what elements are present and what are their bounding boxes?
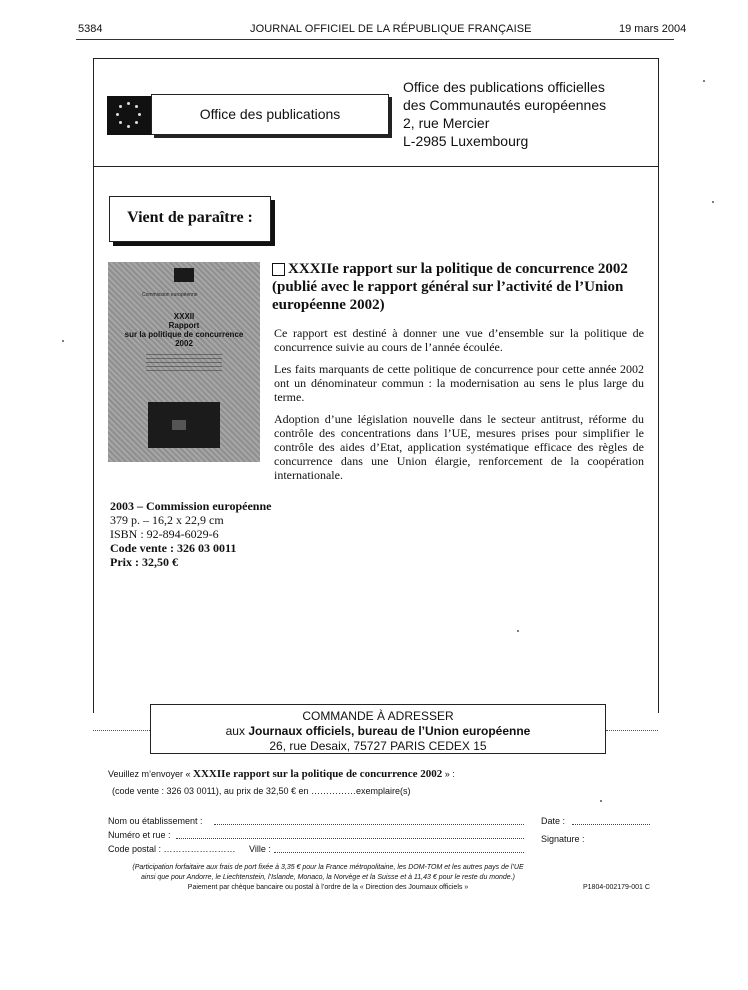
reference-code: P1804-002179-001 C: [583, 884, 650, 891]
header-rule: [76, 39, 674, 40]
office-box-label: Office des publications: [199, 106, 341, 122]
cover-corner-text: …: [220, 266, 225, 272]
city-field[interactable]: [274, 846, 524, 853]
cover-title-line: sur la politique de concurrence: [124, 330, 244, 339]
cut-line-right: [606, 712, 658, 731]
cover-title-line: XXXII: [173, 312, 195, 321]
book-price: Prix : 32,50 €: [110, 555, 178, 569]
cover-emblem: [174, 268, 194, 282]
book-isbn: ISBN : 92-894-6029-6: [110, 527, 219, 541]
book-sale-code: Code vente : 326 03 0011: [110, 541, 237, 555]
shipping-footnote: [108, 863, 548, 893]
scan-speck: [600, 800, 602, 802]
scan-speck: [517, 630, 519, 632]
office-address-line: L-2985 Luxembourg: [403, 133, 529, 149]
date-field[interactable]: [572, 818, 650, 825]
scan-speck: [712, 201, 714, 203]
description-paragraph: Les faits marquants de cette politique de concurrence pour cette année 2002 ont un dénominateur commun : la modernisation au sens le plus large du terme.: [274, 362, 644, 404]
name-label: Nom ou établissement :: [108, 816, 203, 826]
request-prefix: Veuillez m’envoyer «: [108, 769, 194, 779]
signature-label: Signature :: [541, 834, 585, 844]
footnote-payment: Paiement par chèque bancaire ou postal à l’ordre de la « Direction des Journaux officiels »: [187, 884, 469, 891]
cut-line-left: [93, 712, 150, 731]
cover-title-line: 2002: [175, 339, 193, 348]
request-title: XXXIIe rapport sur la politique de concurrence 2002: [193, 768, 443, 780]
postal-code-label: Code postal : ……………………: [108, 844, 236, 854]
book-title: XXXIIe rapport sur la politique de concurrence 2002: [288, 261, 628, 277]
book-pages: 379 p. – 16,2 x 22,9 cm: [110, 513, 224, 527]
order-address: 26, rue Desaix, 75727 PARIS CEDEX 15: [269, 739, 487, 753]
book-publisher: 2003 – Commission européenne: [110, 499, 272, 513]
eu-flag-icon: [107, 96, 151, 135]
description-paragraph: Adoption d’une législation nouvelle dans le secteur antitrust, réforme du contrôle des concentrations dans l’UE, mesures prises pour simplifier le contrôle des aides d’Etat, application systématique efficace des règles de concurrence dans une Union élargie, renforcement de la coopération internationale.: [274, 412, 644, 482]
office-address-line: des Communautés européennes: [403, 97, 607, 113]
order-checkbox[interactable]: [272, 263, 285, 276]
cover-text-lines: [146, 354, 222, 372]
cover-title: [122, 312, 246, 348]
office-address-line: 2, rue Mercier: [403, 115, 490, 131]
journal-title: JOURNAL OFFICIEL DE LA RÉPUBLIQUE FRANÇAISE: [250, 23, 532, 35]
order-recipient-name: Journaux officiels, bureau de l’Union européenne: [248, 724, 531, 738]
cover-image: [148, 402, 220, 448]
office-address: [403, 78, 606, 150]
order-heading: COMMANDE À ADRESSER: [302, 709, 454, 723]
announcement-label: Vient de paraître :: [127, 209, 253, 226]
page-number: 5384: [78, 23, 103, 35]
name-field[interactable]: [214, 818, 524, 825]
office-divider: [93, 166, 658, 167]
form-request: [108, 768, 455, 780]
scan-speck: [62, 340, 64, 342]
order-address-box: [150, 704, 606, 754]
street-label: Numéro et rue :: [108, 830, 171, 840]
footnote-line: ainsi que pour Andorre, le Liechtenstein, l’Islande, Monaco, la Norvège et la Suisse et à 11,43 € pour le reste du monde.): [141, 874, 515, 881]
book-title-continuation: (publié avec le rapport général sur l’activité de l’Union européenne 2002): [272, 279, 624, 313]
cover-title-line: Rapport: [168, 321, 200, 330]
book-cover: [108, 262, 260, 462]
order-recipient: [151, 724, 605, 738]
form-code-line: (code vente : 326 03 0011), au prix de 32,50 € en ……………exemplaire(s): [112, 786, 411, 796]
publication-date: 19 mars 2004: [619, 23, 687, 35]
order-recipient-prefix: aux: [225, 724, 249, 738]
cover-subtitle: Commission européenne: [142, 292, 198, 298]
office-address-line: Office des publications officielles: [403, 79, 605, 95]
book-details: [110, 499, 271, 569]
city-label: Ville :: [249, 844, 271, 854]
book-description: [274, 326, 644, 490]
announcement-box: [109, 196, 271, 242]
street-field[interactable]: [176, 832, 524, 839]
request-suffix: » :: [442, 769, 455, 779]
footnote-line: (Participation forfaitaire aux frais de port fixée à 3,35 € pour la France métropolitaine, les DOM-TOM et les autres pays de l’UE: [132, 864, 524, 871]
description-paragraph: Ce rapport est destiné à donner une vue d’ensemble sur la politique de concurrence suivie au cours de l’année écoulée.: [274, 326, 644, 354]
scan-speck: [703, 80, 705, 82]
date-label: Date :: [541, 816, 566, 826]
office-box: [151, 94, 389, 135]
